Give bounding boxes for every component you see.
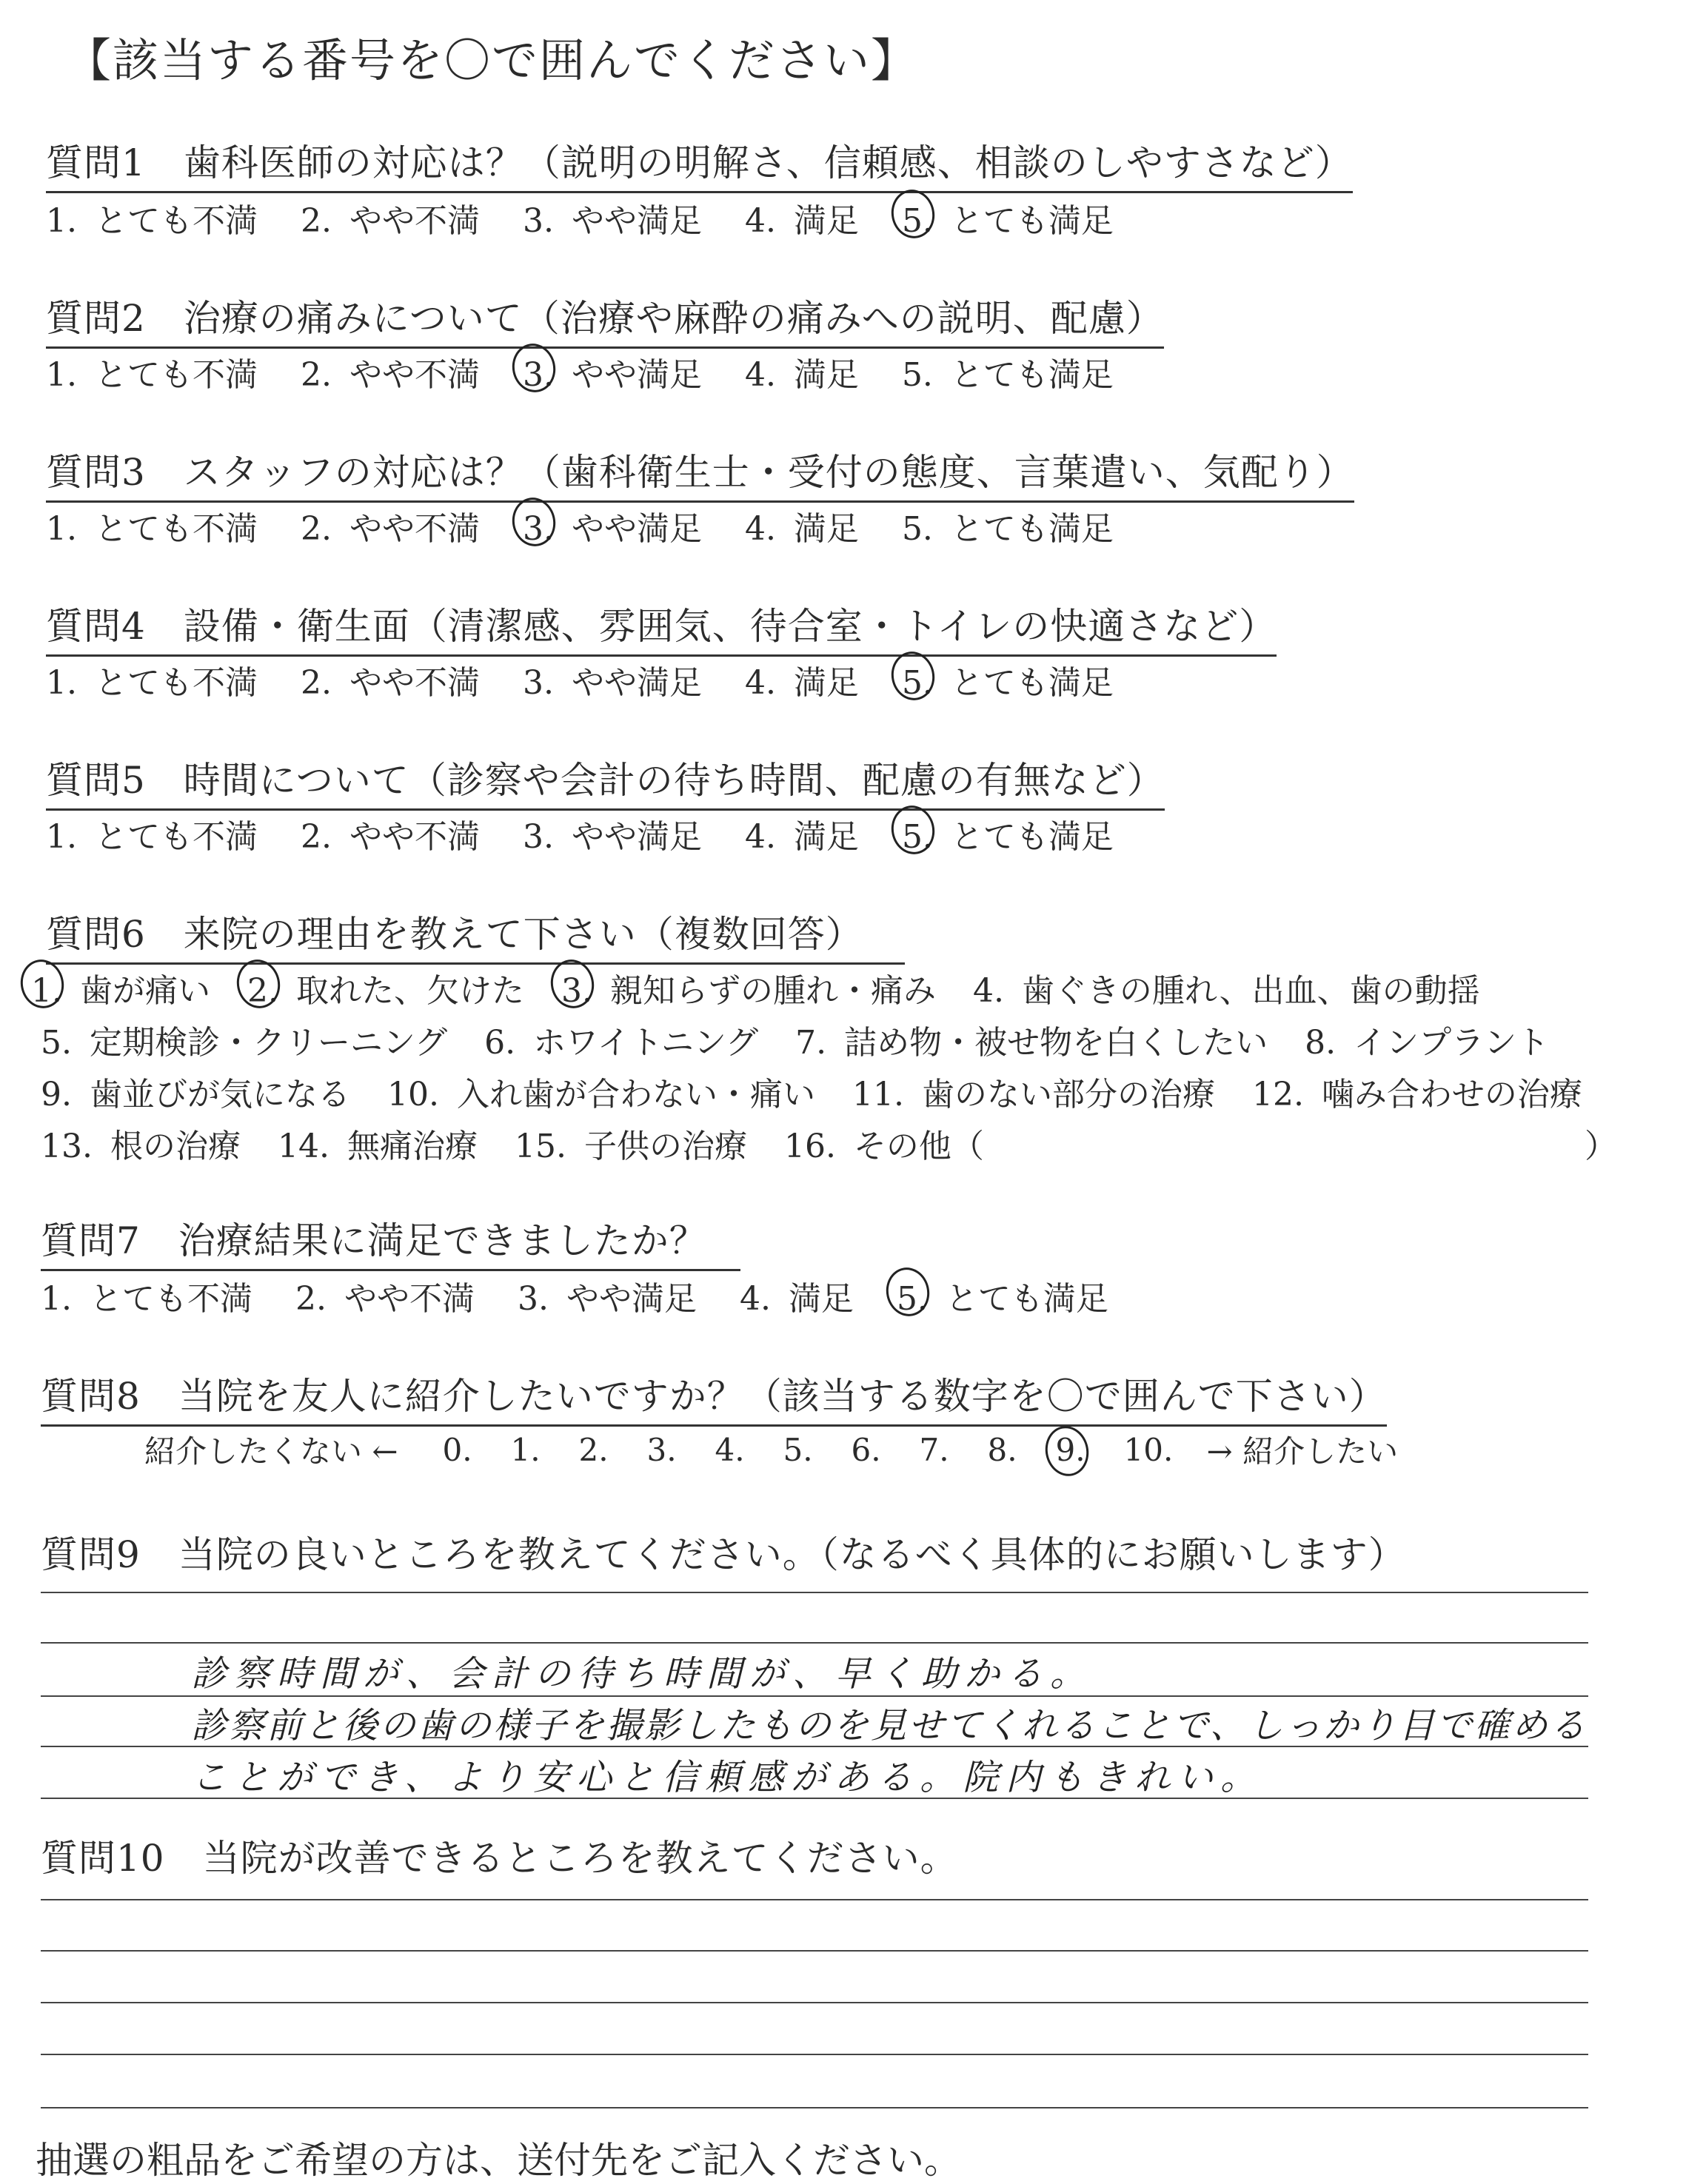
answer-line xyxy=(41,1642,1588,1644)
option-label: 満足 xyxy=(788,1280,854,1318)
reason-option-6 xyxy=(484,1016,758,1063)
question-4-title: 質問4 設備・衛生面（清潔感、雰囲気、待合室・トイレの快適さなど） xyxy=(46,597,1277,657)
option-number: 1. xyxy=(46,664,77,702)
option-number: 3. xyxy=(522,202,554,240)
question-5-options xyxy=(46,810,1157,857)
option-number: 7. xyxy=(795,1024,827,1062)
answer-line xyxy=(41,2107,1588,2108)
option-label: 定期検診・クリーニング xyxy=(89,1024,448,1062)
reason-option-16 xyxy=(784,1119,984,1167)
question-9-answer-line-1: 診察時間が、会計の待ち時間が、早く助かる。 xyxy=(191,1653,1094,1695)
option-label: 入れ歯が合わない・痛い xyxy=(456,1076,815,1113)
option-label: とても満足 xyxy=(950,818,1114,856)
option-label: インプラント xyxy=(1354,1024,1550,1062)
option-number: 2. xyxy=(300,202,332,240)
option-number: 5. xyxy=(901,818,933,856)
option-number: 2. xyxy=(300,664,332,702)
question-6-row-2 xyxy=(41,1016,1586,1063)
question-1-options xyxy=(46,194,1157,241)
option-1 xyxy=(46,194,258,241)
option-1 xyxy=(46,502,258,549)
option-label: その他（ xyxy=(853,1128,984,1165)
option-number: 3. xyxy=(522,510,554,548)
option-3 xyxy=(523,348,702,395)
option-2 xyxy=(301,502,480,549)
question-10-title: 質問10 当院が改善できるところを教えてください。 xyxy=(41,1837,958,1880)
reason-option-4 xyxy=(973,964,1480,1011)
option-label: やや不満 xyxy=(349,202,480,240)
option-1 xyxy=(46,348,258,395)
option-label: とても満足 xyxy=(950,510,1114,548)
question-7-options xyxy=(41,1272,1151,1319)
option-label: とても不満 xyxy=(94,202,258,240)
option-label: 根の治療 xyxy=(110,1128,241,1165)
question-4-options xyxy=(46,656,1157,703)
option-label: 歯が痛い xyxy=(79,972,210,1010)
reason-option-5 xyxy=(41,1016,447,1063)
answer-line xyxy=(41,1899,1588,1900)
option-label: とても不満 xyxy=(89,1280,252,1318)
option-number: 2. xyxy=(300,510,332,548)
option-number: 13. xyxy=(41,1128,93,1165)
scale-number: 2. xyxy=(578,1431,609,1468)
option-number: 1. xyxy=(46,202,77,240)
option-number: 3. xyxy=(522,818,554,856)
option-3 xyxy=(518,1272,697,1319)
reason-option-2 xyxy=(247,964,524,1011)
scale-number: 5. xyxy=(783,1431,813,1468)
option-label: 無痛治療 xyxy=(347,1128,478,1165)
option-number: 3. xyxy=(517,1280,549,1318)
option-number: 1. xyxy=(31,972,62,1010)
reason-option-8 xyxy=(1305,1016,1549,1063)
option-5 xyxy=(902,194,1114,241)
question-6-row-4 xyxy=(41,1119,1021,1167)
option-label: 満足 xyxy=(793,818,859,856)
option-4 xyxy=(740,1272,854,1319)
question-5-title: 質問5 時間について（診察や会計の待ち時間、配慮の有無など） xyxy=(46,751,1165,811)
option-5 xyxy=(897,1272,1108,1319)
option-3 xyxy=(523,810,702,857)
question-8-left-label: 紹介したくない ← xyxy=(144,1433,398,1470)
option-number: 3. xyxy=(561,972,592,1010)
question-6-title: 質問6 来院の理由を教えて下さい（複数回答） xyxy=(46,905,905,965)
answer-line xyxy=(41,1950,1588,1952)
question-7-title: 質問7 治療結果に満足できましたか？ xyxy=(41,1211,740,1271)
option-number: 1. xyxy=(46,510,77,548)
option-label: やや不満 xyxy=(344,1280,475,1318)
option-5 xyxy=(902,348,1114,395)
option-1 xyxy=(46,656,258,703)
option-label: ホワイトニング xyxy=(533,1024,759,1062)
option-label: やや満足 xyxy=(571,202,702,240)
option-label: とても満足 xyxy=(950,202,1114,240)
option-number: 11. xyxy=(852,1076,904,1113)
option-4 xyxy=(745,502,859,549)
option-label: 子供の治療 xyxy=(583,1128,747,1165)
option-label: やや満足 xyxy=(571,510,702,548)
option-label: 詰め物・被せ物を白くしたい xyxy=(844,1024,1268,1062)
reason-option-9 xyxy=(41,1068,350,1115)
option-4 xyxy=(745,348,859,395)
option-number: 4. xyxy=(972,972,1004,1010)
option-number: 4. xyxy=(744,356,776,394)
option-label: やや満足 xyxy=(571,818,702,856)
option-4 xyxy=(745,810,859,857)
option-4 xyxy=(745,194,859,241)
option-3 xyxy=(523,656,702,703)
question-3-options xyxy=(46,502,1157,549)
option-number: 5. xyxy=(901,356,933,394)
reason-option-15 xyxy=(515,1119,747,1167)
option-5 xyxy=(902,810,1114,857)
option-number: 4. xyxy=(744,202,776,240)
question-9-answer-line-3: ことができ、より安心と信頼感がある。院内もきれい。 xyxy=(191,1757,1264,1798)
footer-note: 抽選の粗品をご希望の方は、送付先をご記入ください。 xyxy=(36,2139,961,2182)
option-label: とても不満 xyxy=(94,510,258,548)
option-1 xyxy=(41,1272,252,1319)
option-label: とても不満 xyxy=(94,818,258,856)
option-number: 5. xyxy=(41,1024,72,1062)
option-label: やや満足 xyxy=(571,664,702,702)
option-number: 1. xyxy=(46,818,77,856)
option-number: 2. xyxy=(300,818,332,856)
option-5 xyxy=(902,656,1114,703)
question-9-answer-line-2: 診察前と後の歯の様子を撮影したものを見せてくれることで、しっかり目で確める xyxy=(191,1705,1588,1746)
option-2 xyxy=(301,348,480,395)
option-number: 4. xyxy=(739,1280,771,1318)
option-label: 噛み合わせの治療 xyxy=(1321,1076,1582,1113)
option-label: 歯並びが気になる xyxy=(89,1076,350,1113)
option-label: やや不満 xyxy=(349,510,480,548)
answer-line xyxy=(41,1592,1588,1593)
scale-number: 9. xyxy=(1056,1432,1124,1468)
option-number: 2. xyxy=(295,1280,327,1318)
option-number: 2. xyxy=(300,356,332,394)
reason-option-10 xyxy=(387,1068,815,1115)
option-label: やや不満 xyxy=(349,818,480,856)
question-8-right-label: → 紹介したい xyxy=(1206,1433,1399,1470)
scale-number: 3. xyxy=(646,1431,677,1468)
scale-number: 7. xyxy=(919,1431,949,1468)
question-8-scale xyxy=(144,1427,1398,1472)
reason-option-7 xyxy=(795,1016,1268,1063)
answer-line xyxy=(41,2002,1588,2003)
option-label: とても満足 xyxy=(950,356,1114,394)
option-number: 3. xyxy=(522,664,554,702)
reason-option-3 xyxy=(561,964,936,1011)
option-3 xyxy=(523,194,702,241)
reason-option-13 xyxy=(41,1119,241,1167)
option-label: とても不満 xyxy=(94,356,258,394)
option-number: 4. xyxy=(744,818,776,856)
option-label: とても満足 xyxy=(945,1280,1108,1318)
question-6-row-1 xyxy=(31,964,1517,1011)
option-label: やや満足 xyxy=(566,1280,697,1318)
option-number: 5. xyxy=(896,1280,928,1318)
option-number: 16. xyxy=(783,1128,836,1165)
option-5 xyxy=(902,502,1114,549)
option-label: 歯のない部分の治療 xyxy=(921,1076,1215,1113)
option-1 xyxy=(46,810,258,857)
option-label: 満足 xyxy=(793,202,859,240)
option-label: やや不満 xyxy=(349,664,480,702)
option-number: 14. xyxy=(277,1128,330,1165)
option-label: とても満足 xyxy=(950,664,1114,702)
option-number: 1. xyxy=(46,356,77,394)
option-number: 15. xyxy=(514,1128,566,1165)
question-6-other-close: ） xyxy=(1585,1128,1617,1165)
option-label: 満足 xyxy=(793,510,859,548)
option-2 xyxy=(301,656,480,703)
scale-number: 10. xyxy=(1123,1431,1174,1468)
option-number: 10. xyxy=(387,1076,439,1113)
option-label: 取れた、欠けた xyxy=(295,972,524,1010)
option-label: 満足 xyxy=(793,356,859,394)
page-title: 【該当する番号を〇で囲んでください】 xyxy=(65,33,919,87)
scale-number: 1. xyxy=(510,1431,541,1468)
option-label: 歯ぐきの腫れ、出血、歯の動揺 xyxy=(1021,972,1480,1010)
reason-option-1 xyxy=(31,964,210,1011)
option-number: 5. xyxy=(901,664,933,702)
option-number: 8. xyxy=(1305,1024,1337,1062)
option-2 xyxy=(301,194,480,241)
option-label: やや満足 xyxy=(571,356,702,394)
question-3-title: 質問3 スタッフの対応は？（歯科衛生士・受付の態度、言葉遣い、気配り） xyxy=(46,443,1354,503)
reason-option-14 xyxy=(278,1119,478,1167)
option-number: 6. xyxy=(484,1024,516,1062)
question-9-title: 質問9 当院の良いところを教えてください。（なるべく具体的にお願いします） xyxy=(41,1533,1406,1576)
question-2-title: 質問2 治療の痛みについて（治療や麻酔の痛みへの説明、配慮） xyxy=(46,289,1164,349)
scale-number: 8. xyxy=(987,1431,1017,1468)
scale-number: 4. xyxy=(715,1431,745,1468)
option-number: 12. xyxy=(1251,1076,1304,1113)
option-3 xyxy=(523,502,702,549)
option-label: 満足 xyxy=(793,664,859,702)
answer-line xyxy=(41,2054,1588,2055)
option-number: 9. xyxy=(41,1076,72,1113)
option-2 xyxy=(295,1272,475,1319)
option-4 xyxy=(745,656,859,703)
scale-number: 0. xyxy=(442,1431,472,1468)
reason-option-12 xyxy=(1252,1068,1582,1115)
question-1-title: 質問1 歯科医師の対応は？（説明の明解さ、信頼感、相談のしやすさなど） xyxy=(46,133,1353,193)
option-number: 5. xyxy=(901,510,933,548)
option-number: 4. xyxy=(744,664,776,702)
question-8-numbers xyxy=(443,1432,1192,1468)
option-number: 1. xyxy=(41,1280,72,1318)
question-2-options xyxy=(46,348,1157,395)
option-label: 親知らずの腫れ・痛み xyxy=(609,972,936,1010)
option-number: 5. xyxy=(901,202,933,240)
scale-number: 6. xyxy=(851,1431,881,1468)
option-label: とても不満 xyxy=(94,664,258,702)
question-6-row-3 xyxy=(41,1068,1619,1115)
option-2 xyxy=(301,810,480,857)
option-number: 3. xyxy=(522,356,554,394)
question-8-title: 質問8 当院を友人に紹介したいですか？（該当する数字を〇で囲んで下さい） xyxy=(41,1367,1387,1427)
option-label: やや不満 xyxy=(349,356,480,394)
option-number: 4. xyxy=(744,510,776,548)
option-number: 2. xyxy=(247,972,278,1010)
reason-option-11 xyxy=(852,1068,1215,1115)
